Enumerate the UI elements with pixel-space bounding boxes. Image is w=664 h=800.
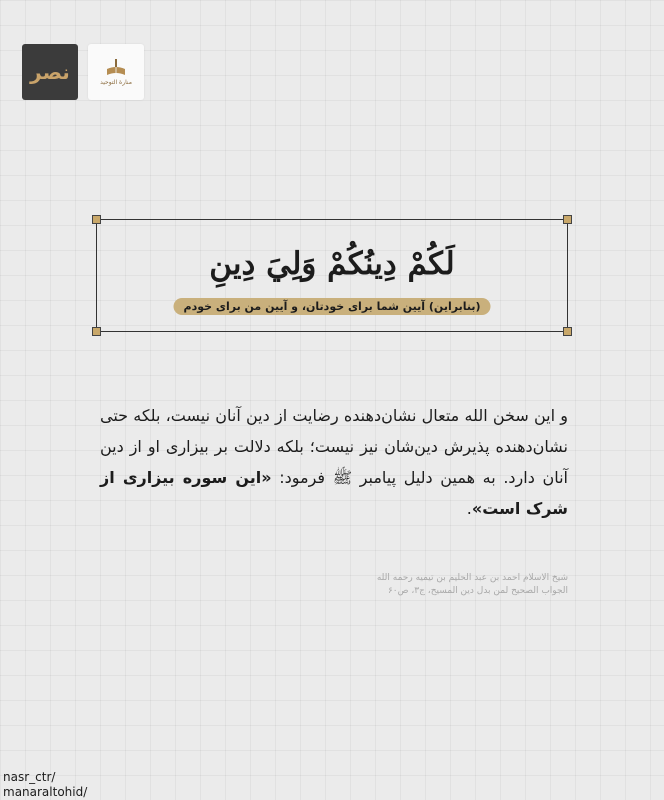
handle-manaraltohid: manaraltohid/ (3, 785, 88, 799)
frame-handle-bottom-left (92, 327, 101, 336)
verse-translation: (بنابراین) آیین شما برای خودتان، و آیین من برای خودم (174, 298, 491, 315)
frame-handle-top-right (563, 215, 572, 224)
prophet-quote: «این سوره بیزاری از شرک است» (100, 468, 568, 518)
social-handles (3, 770, 87, 800)
frame-handle-bottom-right (563, 327, 572, 336)
verse-frame (96, 219, 568, 332)
frame-handle-top-left (92, 215, 101, 224)
handle-nasr: nasr_ctr/ (3, 770, 56, 784)
manaraltohid-logo-caption: منارة التوحيد (100, 78, 132, 86)
body-paragraph (100, 400, 568, 524)
nasr-logo (22, 44, 78, 100)
source-book: الجواب الصحیح لمن بدل دین المسیح، ج۳، ص۶۰ (387, 586, 568, 596)
body-text-said: فرمود: (271, 468, 333, 487)
nasr-logo-text: نصر (30, 60, 70, 84)
body-text-end: . (466, 499, 472, 518)
source-citation (377, 572, 568, 598)
verse-text: لَكُمْ دِينُكُمْ وَلِيَ دِينِ (209, 246, 455, 282)
salawat-glyph: ﷺ (332, 468, 353, 487)
body-text-main: و این سخن الله متعال نشان‌دهنده رضایت از دین آنان نیست، بلکه حتی نشان‌دهنده پذیرش دین‌شان نیز نیست؛ بلکه دلالت بر بیزاری او از دین آنان دارد. به همین دلیل پیامبر (100, 406, 569, 487)
source-author: شیخ الاسلام احمد بن عبد الحلیم بن تیمیه رحمه الله (376, 573, 568, 583)
book-minaret-icon (106, 59, 126, 77)
manaraltohid-logo (88, 44, 144, 100)
